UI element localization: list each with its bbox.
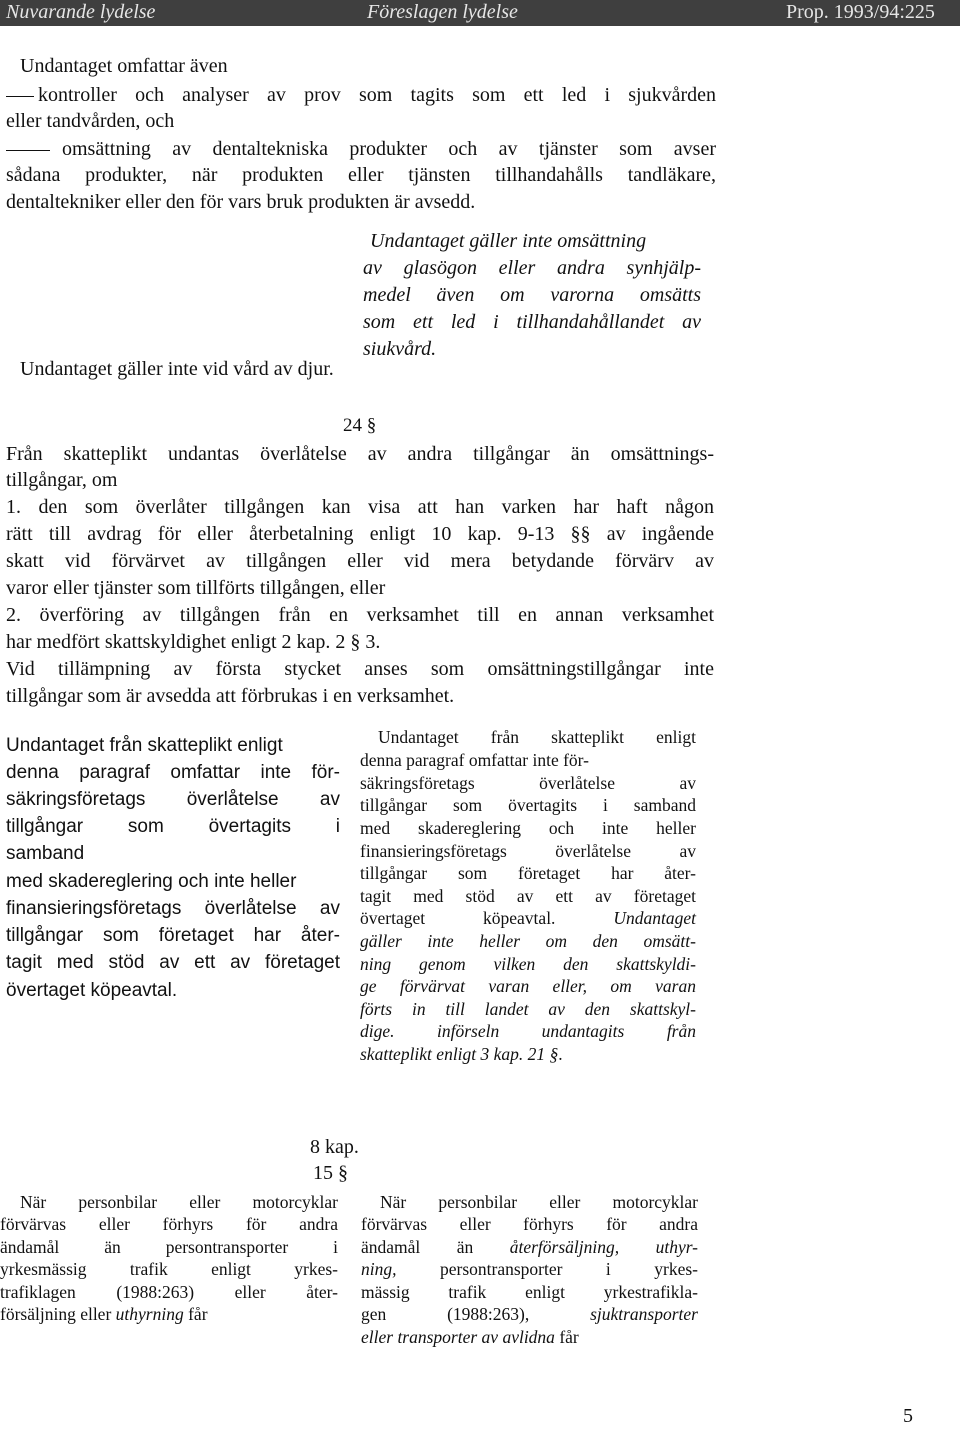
left3-line3: ändamål än persontransporter i [0, 1237, 338, 1257]
right3-line1: När personbilar eller motorcyklar [380, 1192, 698, 1212]
left3-line2: förvärvas eller förhyrs för andra [0, 1214, 338, 1234]
left2-line10: övertaget köpeavtal. [6, 980, 178, 1001]
left2-line8: tillgångar som företaget har åter- [6, 925, 340, 946]
right2-line13: förts in till landet av den skattskyl- [360, 999, 696, 1019]
section24-line8: har medfört skattskyldighet enligt 2 kap. 2 § 3. [6, 631, 381, 653]
right2-line5: med skadereglering och inte heller [360, 818, 696, 838]
right2-line7: tillgångar som företaget har åter- [360, 863, 696, 883]
em-dash-icon [6, 150, 50, 151]
right3-line7: eller transporter av avlidna får [361, 1327, 579, 1347]
right3-line2: förvärvas eller förhyrs för andra [361, 1214, 698, 1234]
right3-line3: ändamål än återförsäljning, uthyr- [361, 1237, 698, 1257]
section24-line6: varor eller tjänster som tillförts tillgången, eller [6, 577, 386, 599]
block1-line2: kontroller och analyser av prov som tagits som ett led i sjukvården [6, 82, 716, 108]
header-proposition-number: Prop. 1993/94:225 [786, 1, 935, 23]
section24-line9: Vid tillämpning av första stycket anses som omsättningstillgångar inte [6, 658, 714, 680]
right2-line4: tillgångar som övertagits i samband [360, 795, 696, 815]
section24-line1: Från skatteplikt undantas överlåtelse av andra tillgångar än omsättnings- [6, 443, 714, 465]
right2-line10: gäller inte heller om den omsätt- [360, 931, 696, 951]
section24-line10: tillgångar som är avsedda att förbrukas i en verksamhet. [6, 685, 455, 707]
left2-line2: denna paragraf omfattar inte för- [6, 762, 340, 783]
block1-line5: sådana produkter, när produkten eller tjänsten tillhandahålls tandläkare, [6, 164, 716, 186]
proposed1-line5: siukvård. [363, 338, 437, 360]
left3-line1: När personbilar eller motorcyklar [20, 1192, 338, 1212]
block1-line6: dentaltekniker eller den för vars bruk produkten är avsedd. [6, 191, 476, 213]
block1-line3: eller tandvården, och [6, 110, 175, 132]
block1-line1: Undantaget omfattar även [20, 55, 228, 77]
section-24-heading: 24 § [343, 415, 377, 436]
right3-line5: mässig trafik enligt yrkestrafikla- [361, 1282, 698, 1302]
chapter-heading: 8 kap. [310, 1136, 359, 1158]
left2-line7: finansieringsföretags överlåtelse av [6, 898, 340, 919]
right2-line14: dige. införseln undantagits från [360, 1021, 696, 1041]
left2-line3: säkringsföretags överlåtelse av [6, 789, 340, 810]
block1-line4: omsättning av dentaltekniska produkter och av tjänster som avser [6, 136, 716, 162]
section24-line7: 2. överföring av tillgången från en verksamhet till en annan verksamhet [6, 604, 714, 626]
proposed1-line3: medel även om varorna omsätts [363, 284, 701, 306]
section24-line5: skatt vid förvärvet av tillgången eller vid mera betydande förvärv av [6, 550, 714, 572]
section24-line4: rätt till avdrag för eller återbetalning enligt 10 kap. 9-13 §§ av ingående [6, 523, 714, 545]
right2-line3: säkringsföretags överlåtelse av [360, 773, 696, 793]
djur-text: Undantaget gäller inte vid vård av djur. [20, 358, 334, 380]
left2-line5: samband [6, 843, 85, 864]
right2-line11: ning genom vilken den skattskyldi- [360, 954, 696, 974]
right2-line8: tagit med stöd av ett av företaget [360, 886, 696, 906]
left3-line5: trafiklagen (1988:263) eller åter- [0, 1282, 338, 1302]
left2-line4: tillgångar som övertagits i [6, 816, 340, 837]
right2-line2: denna paragraf omfattar inte för- [360, 750, 589, 770]
left3-line4: yrkesmässig trafik enligt yrkes- [0, 1259, 338, 1279]
page-header [0, 0, 960, 26]
header-proposed-wording: Föreslagen lydelse [367, 1, 518, 23]
right2-line15: skatteplikt enligt 3 kap. 21 §. [360, 1044, 563, 1064]
left2-line6: med skadereglering och inte heller [6, 871, 297, 892]
left3-line6: försäljning eller uthyrning får [0, 1304, 208, 1324]
proposed1-line1: Undantaget gäller inte omsättning [370, 230, 647, 252]
header-current-wording: Nuvarande lydelse [6, 1, 156, 23]
proposed1-line4: som ett led i tillhandahållandet av [363, 311, 701, 333]
paragraph-heading: 15 § [313, 1162, 348, 1184]
page-number: 5 [903, 1405, 913, 1427]
right2-line12: ge förvärvat varan eller, om varan [360, 976, 696, 996]
section24-line2: tillgångar, om [6, 469, 118, 491]
section24-line3: 1. den som överlåter tillgången kan visa att han varken har haft någon [6, 496, 714, 518]
right3-line4: ning, persontransporter i yrkes- [361, 1259, 698, 1279]
left2-line1: Undantaget från skatteplikt enligt [6, 735, 283, 756]
right2-line6: finansieringsföretags överlåtelse av [360, 841, 696, 861]
right2-line1: Undantaget från skatteplikt enligt [378, 727, 696, 747]
right2-line9: övertaget köpeavtal. Undantaget [360, 908, 696, 928]
proposed1-line2: av glasögon eller andra synhjälp- [363, 257, 701, 279]
bullet-dash-icon [6, 96, 34, 97]
left2-line9: tagit med stöd av ett av företaget [6, 952, 340, 973]
right3-line6: gen (1988:263), sjuktransporter [361, 1304, 698, 1324]
